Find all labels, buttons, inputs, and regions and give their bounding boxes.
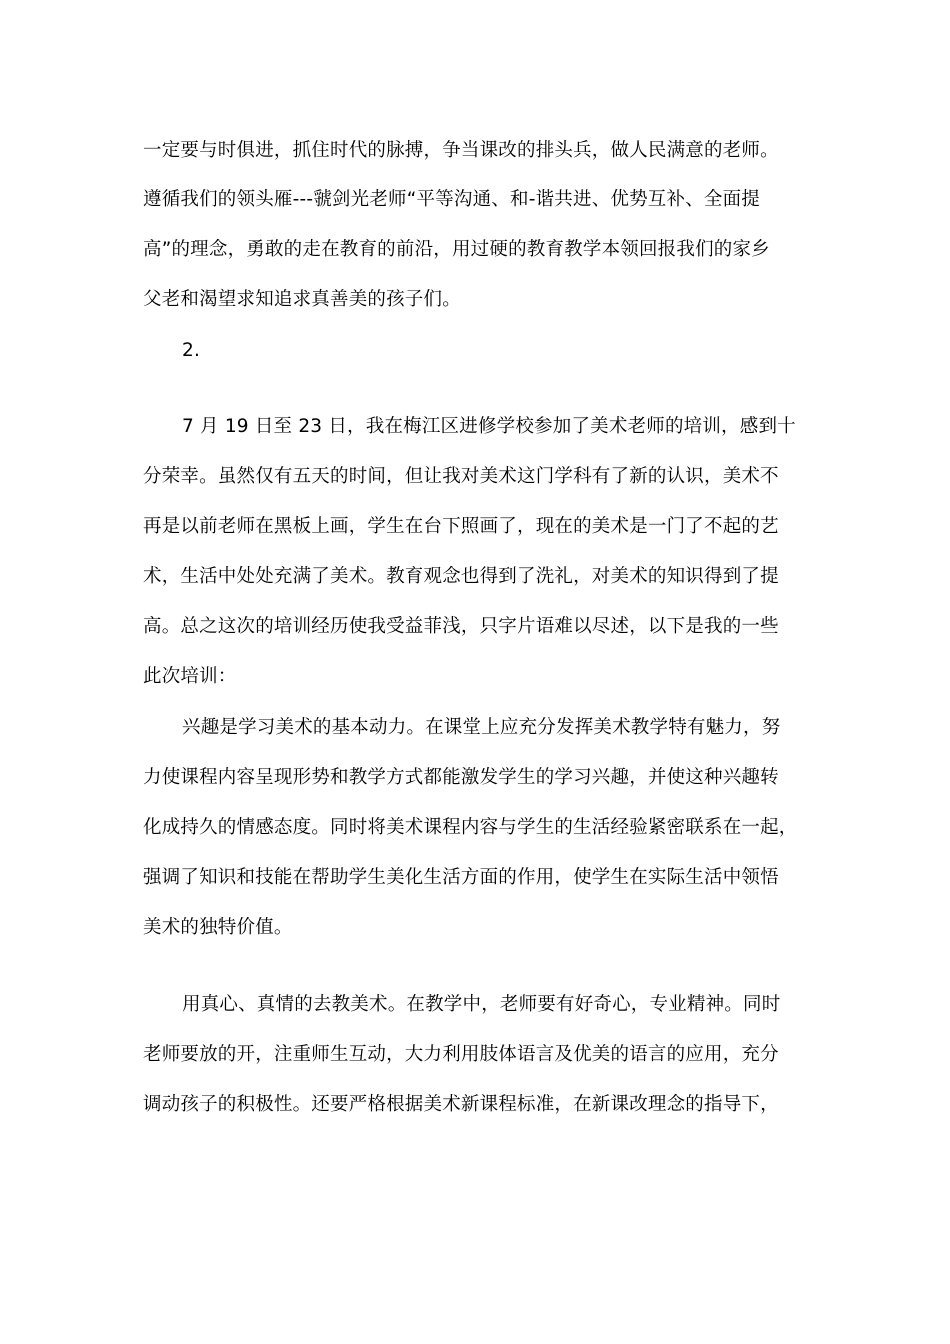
- text-line: 父老和渴望求知追求真善美的孩子们。: [143, 289, 461, 310]
- text-line: 一定要与时俱进，抓住时代的脉搏，争当课改的排头兵，做人民满意的老师。: [143, 140, 779, 161]
- text-line: 遵循我们的领头雁---虢剑光老师“平等沟通、和-谐共进、优势互补、全面提: [143, 189, 760, 210]
- section-number: 2.: [182, 340, 201, 361]
- text-line: 术，生活中处处充满了美术。教育观念也得到了洗礼，对美术的知识得到了提: [143, 566, 779, 587]
- text-line: 高。总之这次的培训经历使我受益菲浅，只字片语难以尽述，以下是我的一些: [143, 616, 779, 637]
- text-line: 用真心、真情的去教美术。在教学中，老师要有好奇心，专业精神。同时: [182, 994, 781, 1015]
- text-line: 再是以前老师在黑板上画，学生在台下照画了，现在的美术是一门了不起的艺: [143, 516, 779, 537]
- text-line: 此次培训：: [143, 666, 237, 687]
- text-line: 调动孩子的积极性。还要严格根据美术新课程标准，在新课改理念的指导下，: [143, 1094, 779, 1115]
- text-line: 美术的独特价值。: [143, 917, 293, 938]
- text-line: 力使课程内容呈现形势和教学方式都能激发学生的学习兴趣，并使这种兴趣转: [143, 767, 779, 788]
- text-line: 7 月 19 日至 23 日，我在梅江区进修学校参加了美术老师的培训，感到十: [182, 416, 796, 437]
- text-line: 强调了知识和技能在帮助学生美化生活方面的作用，使学生在实际生活中领悟: [143, 867, 779, 888]
- text-line: 老师要放的开，注重师生互动，大力利用肢体语言及优美的语言的应用，充分: [143, 1044, 779, 1065]
- text-line: 分荣幸。虽然仅有五天的时间，但让我对美术这门学科有了新的认识，美术不: [143, 466, 779, 487]
- text-line: 高”的理念，勇敢的走在教育的前沿，用过硬的教育教学本领回报我们的家乡: [143, 239, 770, 260]
- text-line: 兴趣是学习美术的基本动力。在课堂上应充分发挥美术教学特有魅力，努: [182, 717, 781, 738]
- text-line: 化成持久的情感态度。同时将美术课程内容与学生的生活经验紧密联系在一起，: [143, 817, 798, 838]
